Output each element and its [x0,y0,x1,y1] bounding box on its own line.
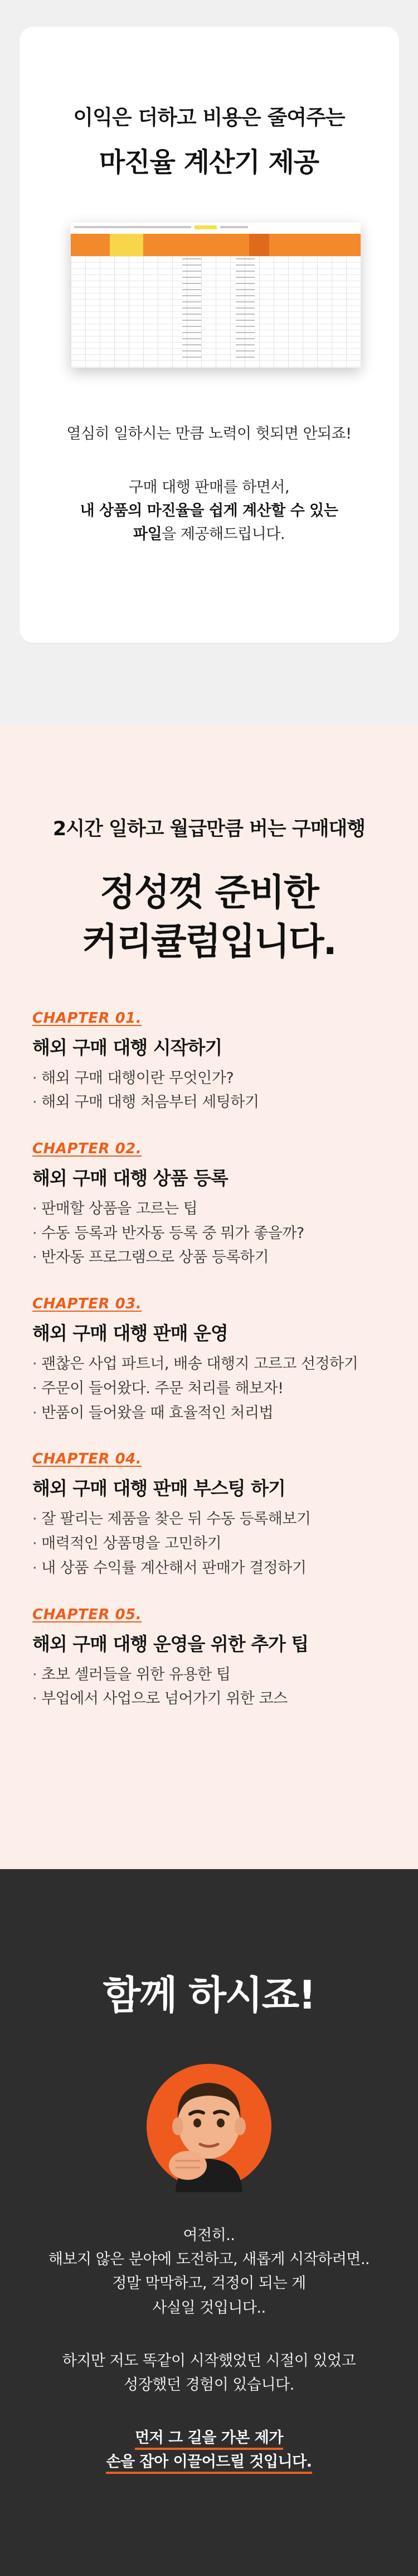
calculator-description [20,422,399,546]
spreadsheet-preview [71,223,361,368]
together-desc-line: 여전히.. [183,2227,235,2244]
chapter-item: · 매력적인 상품명을 고민하기 [32,1535,222,1553]
margin-calculator-card [20,27,399,643]
chapter-list [32,1010,418,1712]
chapter-05 [32,1606,418,1711]
together-desc-line: 성장했던 경험이 있습니다. [124,2376,294,2394]
chapter-item: · 반품이 들어왔을 때 효율적인 처리법 [32,1404,274,1422]
chapter-item: · 해외 구매 대행이란 무엇인가? [32,1069,234,1087]
chapter-item: · 내 상품 수익률 계산해서 판매가 결정하기 [32,1559,307,1577]
chapter-item: · 수동 등록과 반자동 등록 중 뭐가 좋을까? [32,1224,304,1242]
spreadsheet-grid [71,256,361,368]
chapter-title: 해외 구매 대행 운영을 위한 추가 팁 [32,1633,309,1655]
chapter-item: · 주문이 들어왔다. 주문 처리를 해보자! [32,1379,284,1397]
curriculum-subtitle: 2시간 일하고 월급만큼 버는 구매대행 [52,818,366,840]
chapter-item: · 반자동 프로그램으로 상품 등록하기 [32,1249,269,1267]
chapter-label: CHAPTER 05. [32,1606,142,1623]
calculator-subtitle: 이익은 더하고 비용은 줄여주는 [73,105,345,129]
chapter-title: 해외 구매 대행 상품 등록 [32,1167,228,1189]
chapter-item: · 해외 구매 대행 처음부터 세팅하기 [32,1094,259,1111]
chapter-item: · 괜찮은 사업 파트너, 배송 대행지 고르고 선정하기 [32,1355,358,1373]
chapter-item: · 잘 팔리는 제품을 찾은 뒤 수동 등록해보기 [32,1510,311,1528]
curriculum-title-line: 정성껏 준비한 [100,871,318,914]
chapter-title: 해외 구매 대행 판매 부스팅 하기 [32,1477,285,1500]
curriculum-title [0,868,418,966]
chapter-item: · 초보 셀러들을 위한 유용한 팁 [32,1665,231,1683]
chapter-label: CHAPTER 04. [32,1451,142,1468]
spreadsheet-preview-image [55,223,376,383]
calculator-desc-line: 구매 대행 판매를 하면서, [128,478,290,496]
margin-calculator-section [0,0,418,725]
chapter-03 [32,1296,418,1425]
chapter-label: CHAPTER 03. [32,1296,142,1313]
curriculum-title-line: 커리큘럼입니다. [82,919,336,963]
chapter-label: CHAPTER 01. [32,1009,142,1027]
chapter-title: 해외 구매 대행 판매 운영 [32,1322,228,1345]
chapter-04 [32,1451,418,1580]
calculator-title: 마진율 계산기 제공 [99,147,319,178]
spreadsheet-toolbar [71,223,361,232]
chapter-label: CHAPTER 02. [32,1140,142,1157]
chapter-02 [32,1140,418,1270]
together-desc-line: 정말 막막하고, 걱정이 되는 게 [112,2275,306,2293]
chapter-item: · 부업에서 사업으로 넘어가기 위한 코스 [32,1690,288,1708]
calculator-desc-line: 을 제공해드립니다. [162,525,285,543]
together-desc-line: 사실일 것입니다.. [152,2299,266,2317]
together-emphasis-line: 손을 잡아 이끌어드릴 것입니다. [106,2452,312,2474]
together-section [0,1869,418,2576]
together-desc-line: 하지만 저도 똑같이 시작했었던 시절이 있었고 [62,2352,356,2370]
spreadsheet-data-column [182,258,201,359]
chapter-title: 해외 구매 대행 시작하기 [32,1036,222,1058]
calculator-desc-bold-word: 파일 [133,525,162,543]
calculator-desc-line: 열심히 일하시는 만큼 노력이 헛되면 안되죠! [66,425,352,442]
together-emphasis-line: 먼저 그 길을 가본 제가 [135,2428,283,2450]
together-description [0,2223,418,2474]
calculator-desc-bold-line: 내 상품의 마진율을 쉽게 계산할 수 있는 [80,502,338,519]
spreadsheet-header-row [71,234,361,256]
memoji-avatar-icon [143,2060,275,2192]
chapter-item: · 판매할 상품을 고르는 팁 [32,1200,198,1217]
together-desc-line: 해보지 않은 분야에 도전하고, 새롭게 시작하려면.. [48,2251,370,2269]
curriculum-section [0,725,418,1869]
together-title: 함께 하시죠! [103,1972,315,2018]
spreadsheet-data-column [236,258,255,359]
avatar-illustration [143,2060,275,2192]
chapter-01 [32,1010,418,1115]
